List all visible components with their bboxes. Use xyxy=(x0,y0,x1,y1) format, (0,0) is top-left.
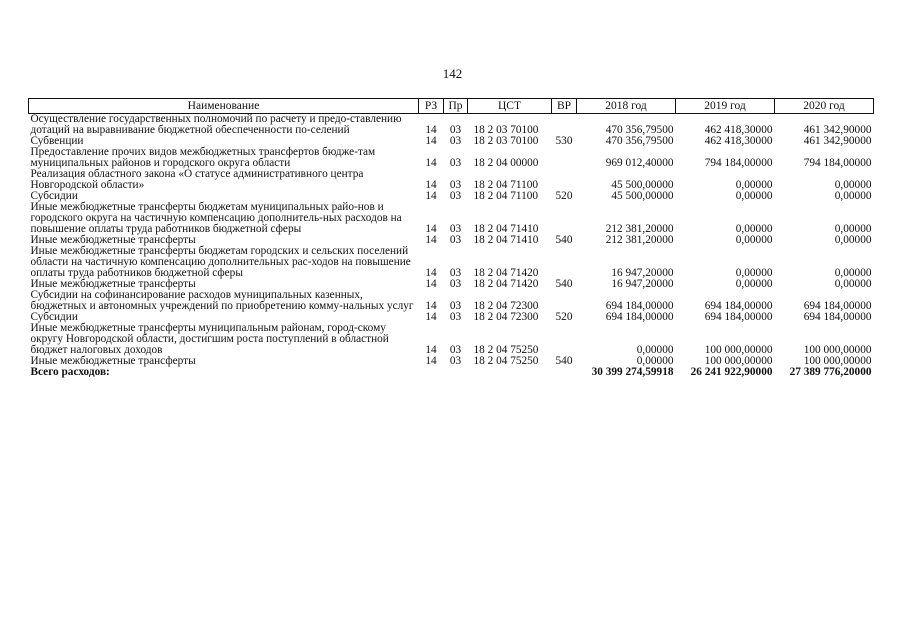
row-cst: 18 2 03 70100 xyxy=(473,124,539,136)
row-2020: 794 184,00000 xyxy=(803,157,872,169)
row-2020: 461 342,90000 xyxy=(803,135,872,147)
row-name: Субсидии xyxy=(30,311,78,323)
row-cst: 18 2 04 71410 xyxy=(473,223,539,235)
row-vr xyxy=(552,114,577,137)
row-2018: 969 012,40000 xyxy=(605,157,674,169)
row-rz: 14 xyxy=(425,124,437,136)
row-pr: 03 xyxy=(449,355,462,367)
row-rz: 14 xyxy=(425,344,437,356)
row-vr xyxy=(552,246,577,279)
total-2019: 26 241 922,90000 xyxy=(690,366,773,378)
table-row xyxy=(29,202,874,235)
header-2018: 2018 год xyxy=(577,99,676,114)
row-pr: 03 xyxy=(449,157,462,169)
row-vr xyxy=(552,169,577,191)
row-2018: 694 184,00000 xyxy=(605,311,674,323)
row-name: Иные межбюджетные трансферты бюджетам муниципальных райо-нов и городского округа на частичную компенсацию дополнитель-ных расходов на повышение оплаты труда работников бюджетной сферы xyxy=(30,201,402,235)
row-2020: 0,00000 xyxy=(834,267,872,279)
row-name: Иные межбюджетные трансферты бюджетам городских и сельских поселений области на частичную компенсацию дополнительных рас-ходов на повышение оплаты труда работников бюджетной сферы xyxy=(30,245,411,279)
row-rz: 14 xyxy=(425,267,437,279)
row-name: Реализация областного закона «О статусе административного центра Новгородской области» xyxy=(30,168,364,191)
row-pr: 03 xyxy=(449,311,462,323)
row-pr: 03 xyxy=(449,124,462,136)
total-2018: 30 399 274,59918 xyxy=(591,366,674,378)
row-vr: 520 xyxy=(555,311,573,323)
table-row xyxy=(29,323,874,356)
row-vr: 540 xyxy=(555,355,573,367)
row-pr: 03 xyxy=(449,278,462,290)
row-rz: 14 xyxy=(425,300,437,312)
row-2018: 694 184,00000 xyxy=(605,300,674,312)
header-name: Наименование xyxy=(29,99,419,114)
row-rz: 14 xyxy=(425,157,437,169)
row-vr: 530 xyxy=(555,135,573,147)
table-row xyxy=(29,114,874,137)
table-row xyxy=(29,147,874,169)
row-2019: 694 184,00000 xyxy=(704,311,773,323)
row-pr: 03 xyxy=(449,223,462,235)
row-2019: 0,00000 xyxy=(735,190,773,202)
row-vr xyxy=(552,323,577,356)
row-name: Субсидии на софинансирование расходов муниципальных казенных, бюджетных и автономных учреждений по приобретению комму-нальных услуг xyxy=(30,289,414,312)
row-2019: 0,00000 xyxy=(735,179,773,191)
row-cst: 18 2 04 75250 xyxy=(473,355,539,367)
row-2020: 0,00000 xyxy=(834,223,872,235)
row-2018: 0,00000 xyxy=(636,344,674,356)
row-2020: 0,00000 xyxy=(834,190,872,202)
row-name: Осуществление государственных полномочий по расчету и предо-ставлению дотаций на выравнивание бюджетной обеспеченности по-селений xyxy=(30,113,402,136)
row-cst: 18 2 04 72300 xyxy=(473,311,539,323)
row-pr: 03 xyxy=(449,135,462,147)
row-rz: 14 xyxy=(425,234,437,246)
header-cst: ЦСТ xyxy=(468,99,552,114)
row-2018: 470 356,79500 xyxy=(605,135,674,147)
row-2019: 0,00000 xyxy=(735,267,773,279)
row-cst: 18 2 04 00000 xyxy=(473,157,539,169)
row-cst: 18 2 04 71420 xyxy=(473,267,539,279)
row-2018: 470 356,79500 xyxy=(605,124,674,136)
row-pr: 03 xyxy=(449,300,462,312)
table-body xyxy=(29,114,874,379)
row-2020: 100 000,00000 xyxy=(803,344,872,356)
row-2018: 0,00000 xyxy=(636,355,674,367)
row-vr: 540 xyxy=(555,234,573,246)
row-name: Субсидии xyxy=(30,190,78,202)
row-pr: 03 xyxy=(449,234,462,246)
row-cst: 18 2 04 71100 xyxy=(473,179,539,191)
row-cst: 18 2 04 71420 xyxy=(473,278,539,290)
row-2019: 0,00000 xyxy=(735,278,773,290)
row-cst: 18 2 04 72300 xyxy=(473,300,539,312)
header-vr: ВР xyxy=(552,99,577,114)
table-row xyxy=(29,246,874,279)
row-cst: 18 2 04 71410 xyxy=(473,234,539,246)
page-number: 142 xyxy=(442,66,463,81)
row-2018: 45 500,00000 xyxy=(611,190,674,202)
row-2019: 462 418,30000 xyxy=(704,124,773,136)
row-2019: 0,00000 xyxy=(735,223,773,235)
table-header xyxy=(29,99,874,114)
row-2018: 212 381,20000 xyxy=(605,223,674,235)
total-label: Всего расходов: xyxy=(30,366,110,378)
row-vr xyxy=(552,202,577,235)
row-rz: 14 xyxy=(425,223,437,235)
row-2018: 16 947,20000 xyxy=(611,267,674,279)
row-cst: 18 2 04 75250 xyxy=(473,344,539,356)
total-2020: 27 389 776,20000 xyxy=(789,366,872,378)
header-rz: РЗ xyxy=(419,99,444,114)
budget-table xyxy=(28,98,874,378)
table-row xyxy=(29,290,874,312)
row-vr xyxy=(552,147,577,169)
row-2020: 0,00000 xyxy=(834,234,872,246)
row-2020: 461 342,90000 xyxy=(803,124,872,136)
row-2018: 212 381,20000 xyxy=(605,234,674,246)
row-name: Иные межбюджетные трансферты xyxy=(30,278,196,290)
row-cst: 18 2 04 71100 xyxy=(473,190,539,202)
row-2020: 694 184,00000 xyxy=(803,311,872,323)
row-rz: 14 xyxy=(425,278,437,290)
row-rz: 14 xyxy=(425,355,437,367)
row-pr: 03 xyxy=(449,179,462,191)
row-name: Иные межбюджетные трансферты муниципальным районам, город-скому округу Новгородской области, достигшим роста поступлений в областной бюджет налоговых доходов xyxy=(30,322,389,356)
row-2019: 794 184,00000 xyxy=(704,157,773,169)
row-name: Предоставление прочих видов межбюджетных трансфертов бюдже-там муниципальных районов и городского округа области xyxy=(30,146,376,169)
row-cst: 18 2 03 70100 xyxy=(473,135,539,147)
row-pr: 03 xyxy=(449,344,462,356)
row-2019: 100 000,00000 xyxy=(704,344,773,356)
row-name: Иные межбюджетные трансферты xyxy=(30,234,196,246)
header-pr: Пр xyxy=(444,99,468,114)
row-2020: 100 000,00000 xyxy=(803,355,872,367)
row-name: Иные межбюджетные трансферты xyxy=(30,355,196,367)
row-rz: 14 xyxy=(425,311,437,323)
header-2019: 2019 год xyxy=(676,99,775,114)
row-vr xyxy=(552,290,577,312)
header-2020: 2020 год xyxy=(775,99,874,114)
row-2019: 0,00000 xyxy=(735,234,773,246)
row-2020: 694 184,00000 xyxy=(803,300,872,312)
row-2019: 694 184,00000 xyxy=(704,300,773,312)
row-pr: 03 xyxy=(449,190,462,202)
row-2018: 16 947,20000 xyxy=(611,278,674,290)
total-row xyxy=(29,367,874,378)
row-name: Субвенции xyxy=(30,135,84,147)
table-row xyxy=(29,169,874,191)
row-rz: 14 xyxy=(425,179,437,191)
row-2019: 462 418,30000 xyxy=(704,135,773,147)
row-pr: 03 xyxy=(449,267,462,279)
row-rz: 14 xyxy=(425,135,437,147)
row-2019: 100 000,00000 xyxy=(704,355,773,367)
row-vr: 540 xyxy=(555,278,573,290)
row-2018: 45 500,00000 xyxy=(611,179,674,191)
row-rz: 14 xyxy=(425,190,437,202)
row-2020: 0,00000 xyxy=(834,179,872,191)
row-vr: 520 xyxy=(555,190,573,202)
row-2020: 0,00000 xyxy=(834,278,872,290)
